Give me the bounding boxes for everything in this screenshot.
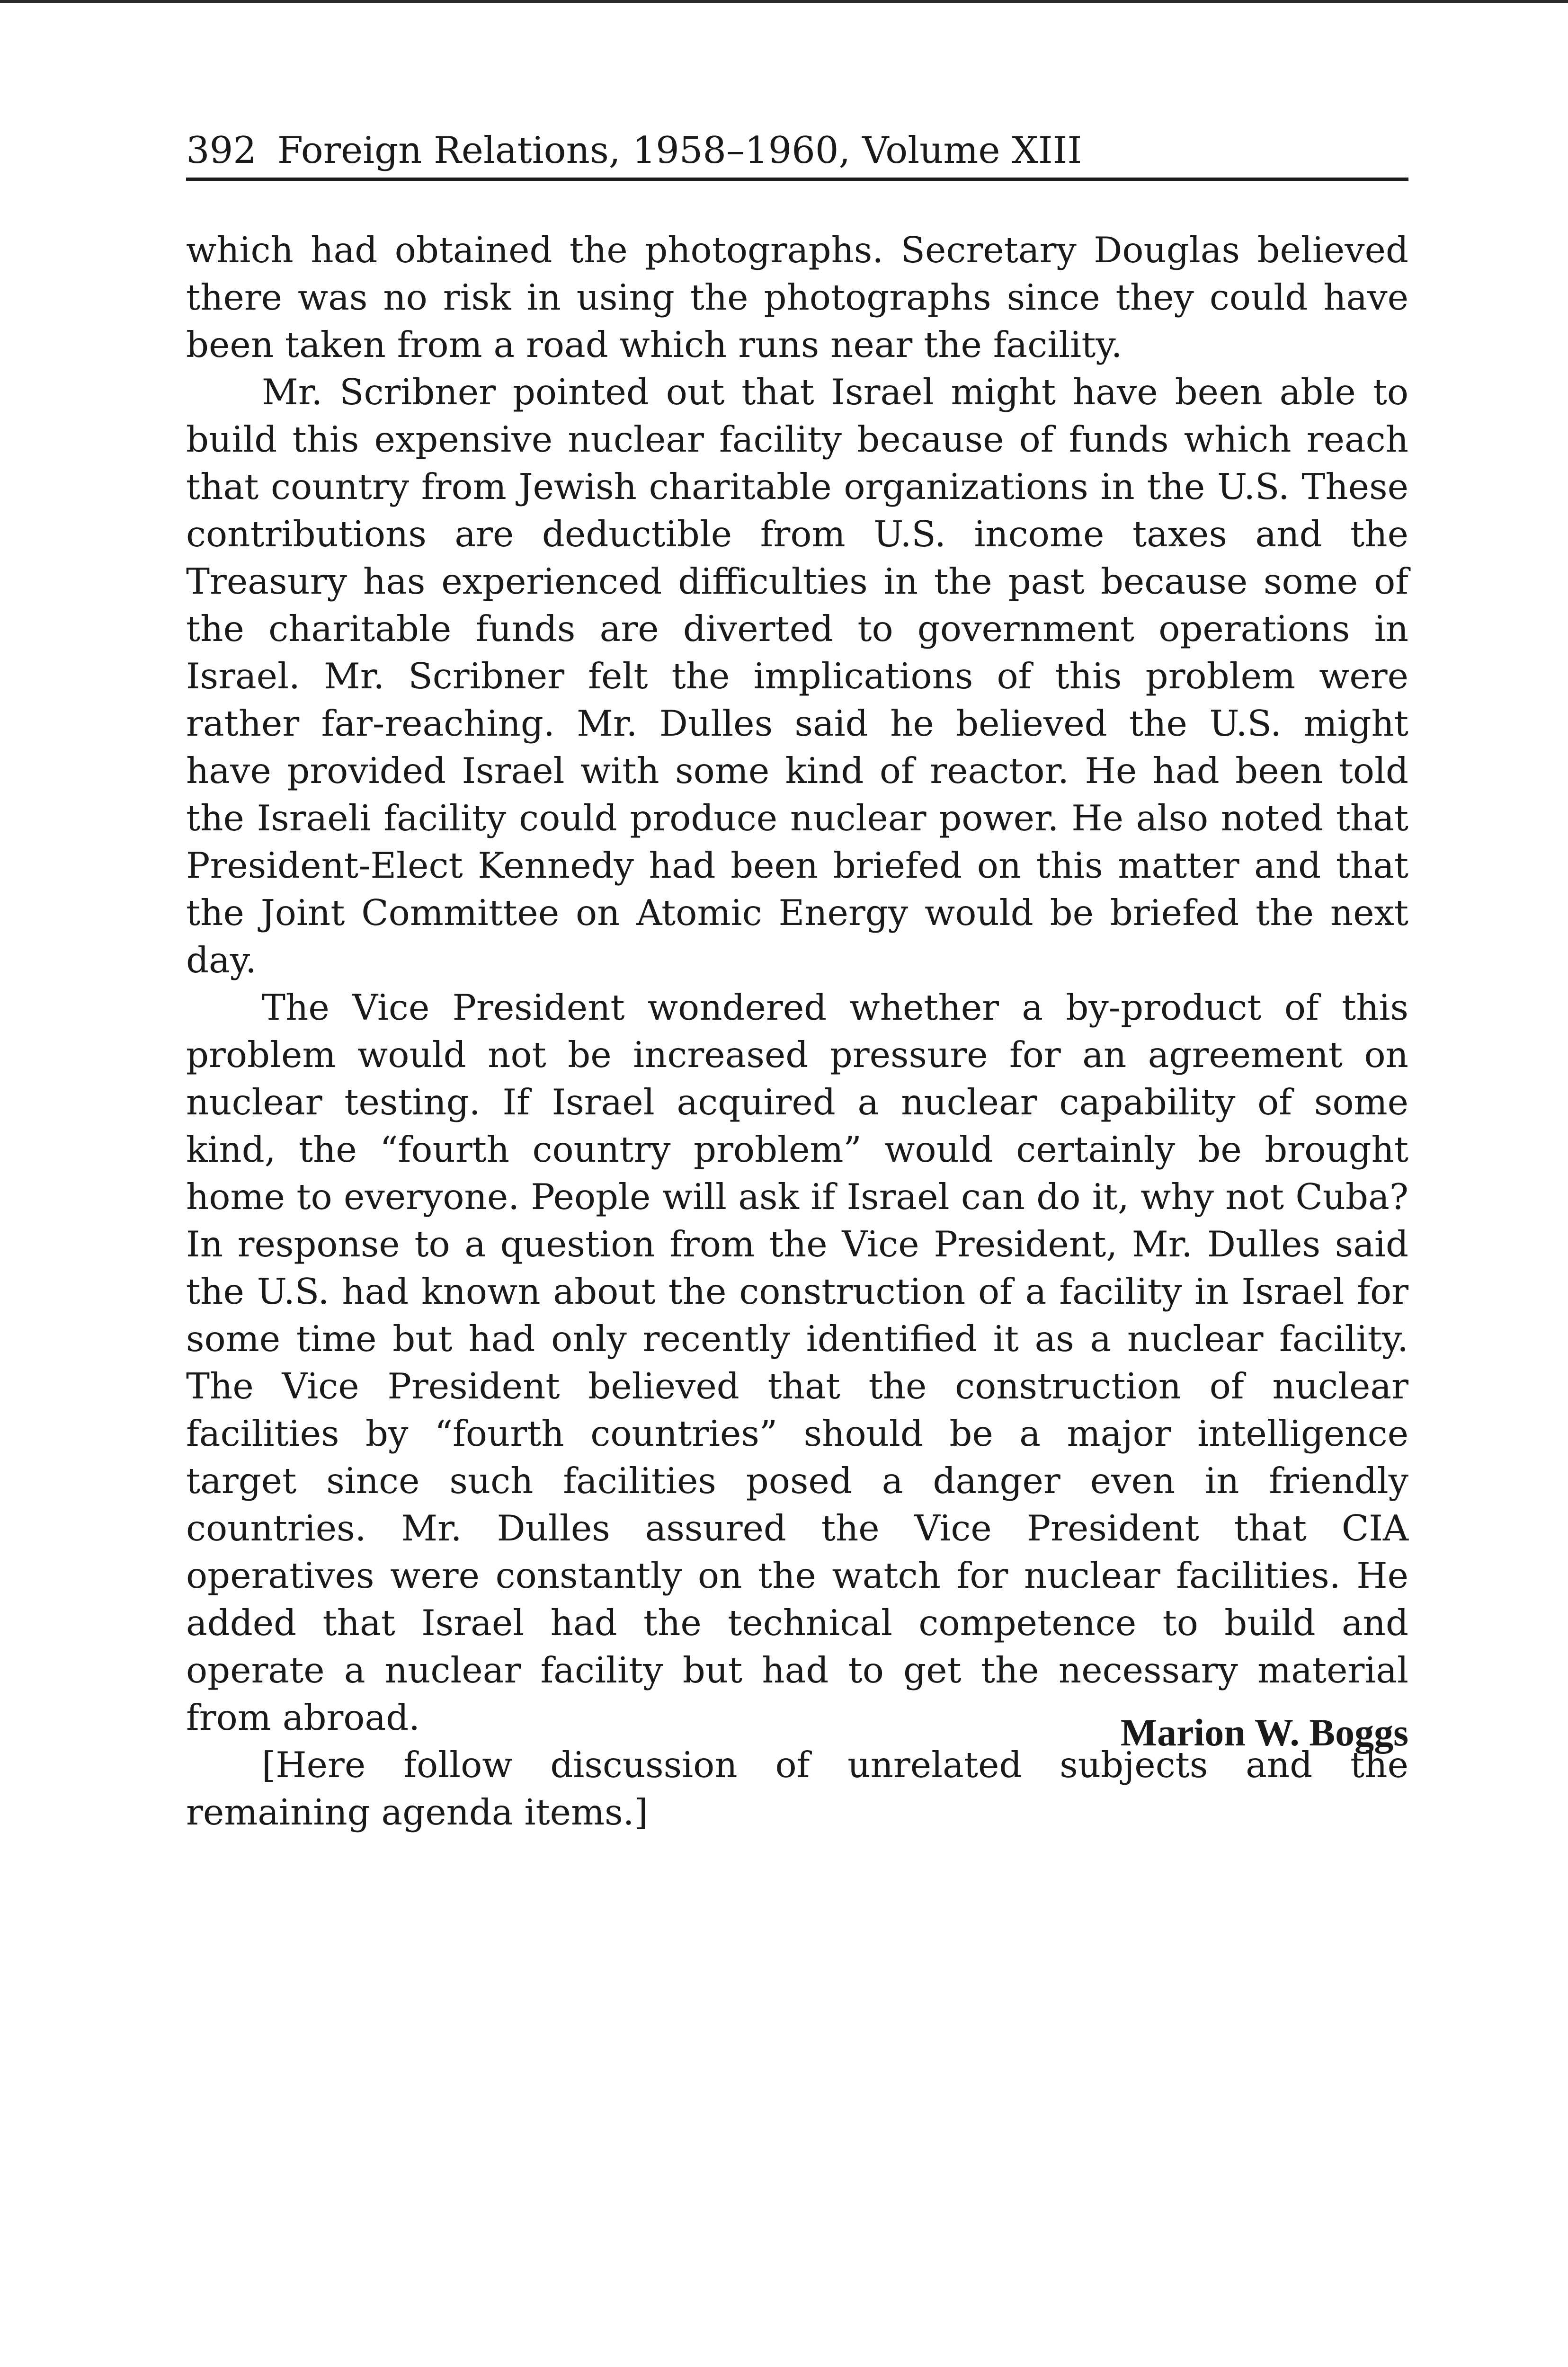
page-number: 392 — [186, 129, 257, 172]
paragraph-editorial-note: [Here follow discussion of unrelated subjects and the remaining agenda items.] — [186, 1744, 1408, 1833]
paragraph-vice-president: The Vice President wondered whether a by-product of this problem would not be increased pressure for an agreement on nuclear testing. If Israel acquired a nuclear capability of some kind, the “fourth country problem” would certainly be brought home to everyone. People will ask if Israel can do it, why not Cuba? In response to a question from the Vice President, Mr. Dulles said the U.S. had known about the construction of a facility in Israel for some time but had only recently identified it as a nuclear facility. The Vice President believed that the construction of nuclear facilities by “fourth countries” should be a major intelligence target since such facilities posed a danger even in friendly countries. Mr. Dulles assured the Vice President that CIA operatives were constantly on the watch for nuclear facilities. He added that Israel had the technical competence to build and operate a nuclear facility but had to get the necessary material from abroad. — [186, 987, 1408, 1738]
running-head — [186, 127, 1408, 174]
signature: Marion W. Boggs — [1120, 1711, 1408, 1754]
paragraph-continuation: which had obtained the photographs. Secretary Douglas believed there was no risk in using the photographs since they could have been taken from a road which runs near the facility. — [186, 229, 1408, 365]
scan-edge — [0, 0, 1568, 3]
header-rule — [186, 178, 1408, 181]
body-text — [186, 226, 1408, 1836]
paragraph-scribner: Mr. Scribner pointed out that Israel might have been able to build this expensive nuclear facility because of funds which reach that country from Jewish charitable organizations in the U.S. These contributions are deductible from U.S. income taxes and the Treasury has experienced difficulties in the past because some of the charitable funds are diverted to government operations in Israel. Mr. Scribner felt the implications of this problem were rather far-reaching. Mr. Dulles said he believed the U.S. might have provided Israel with some kind of reactor. He had been told the Israeli facility could produce nuclear power. He also noted that President-Elect Kennedy had been briefed on this matter and that the Joint Committee on Atomic Energy would be briefed the next day. — [186, 371, 1408, 981]
running-title: Foreign Relations, 1958–1960, Volume XIII — [277, 129, 1082, 172]
